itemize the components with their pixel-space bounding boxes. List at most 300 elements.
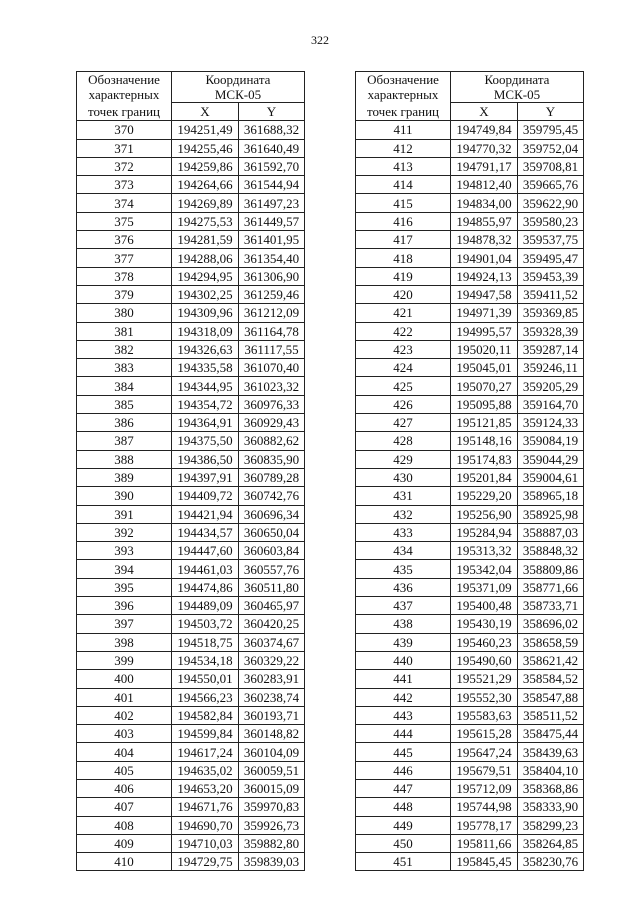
table-row xyxy=(356,487,584,505)
point-number-cell: 442 xyxy=(356,688,451,706)
x-coordinate-cell: 195284,94 xyxy=(451,523,518,541)
x-coordinate-cell: 194566,23 xyxy=(172,688,239,706)
y-coordinate-cell: 360465,97 xyxy=(239,597,305,615)
table-row xyxy=(77,853,305,871)
point-number-cell: 390 xyxy=(77,487,172,505)
table-row xyxy=(77,285,305,303)
table-row xyxy=(356,633,584,651)
x-coordinate-cell: 194834,00 xyxy=(451,194,518,212)
table-row xyxy=(356,432,584,450)
y-coordinate-cell: 358696,02 xyxy=(518,615,584,633)
x-coordinate-cell: 195148,16 xyxy=(451,432,518,450)
table-row xyxy=(356,779,584,797)
point-number-cell: 429 xyxy=(356,450,451,468)
table-row xyxy=(356,267,584,285)
point-number-cell: 450 xyxy=(356,834,451,852)
table-body xyxy=(77,121,305,871)
x-coordinate-cell: 194971,39 xyxy=(451,304,518,322)
point-number-cell: 403 xyxy=(77,725,172,743)
table-row xyxy=(356,725,584,743)
x-coordinate-cell: 195521,29 xyxy=(451,670,518,688)
table-row xyxy=(356,706,584,724)
point-number-cell: 406 xyxy=(77,779,172,797)
y-coordinate-cell: 359328,39 xyxy=(518,322,584,340)
x-coordinate-cell: 194518,75 xyxy=(172,633,239,651)
x-coordinate-cell: 195045,01 xyxy=(451,359,518,377)
x-coordinate-cell: 194812,40 xyxy=(451,176,518,194)
table-row xyxy=(77,450,305,468)
x-coordinate-cell: 194924,13 xyxy=(451,267,518,285)
table-row xyxy=(356,395,584,413)
table-row xyxy=(356,249,584,267)
x-coordinate-cell: 194294,95 xyxy=(172,267,239,285)
x-coordinate-cell: 194251,49 xyxy=(172,121,239,139)
point-number-cell: 376 xyxy=(77,231,172,249)
header-coordinate-line: МСК-05 xyxy=(214,87,262,102)
y-coordinate-cell: 359084,19 xyxy=(518,432,584,450)
y-coordinate-cell: 358439,63 xyxy=(518,743,584,761)
table-row xyxy=(77,779,305,797)
table-row xyxy=(356,377,584,395)
x-coordinate-cell: 195174,83 xyxy=(451,450,518,468)
x-coordinate-cell: 194653,20 xyxy=(172,779,239,797)
x-coordinate-cell: 194326,63 xyxy=(172,340,239,358)
x-coordinate-cell: 194749,84 xyxy=(451,121,518,139)
table-row xyxy=(77,615,305,633)
y-coordinate-cell: 360696,34 xyxy=(239,505,305,523)
table-row xyxy=(77,176,305,194)
table-row xyxy=(356,560,584,578)
x-coordinate-cell: 194461,03 xyxy=(172,560,239,578)
point-number-cell: 443 xyxy=(356,706,451,724)
y-coordinate-cell: 361212,09 xyxy=(239,304,305,322)
table-row xyxy=(77,743,305,761)
y-coordinate-cell: 358404,10 xyxy=(518,761,584,779)
point-number-cell: 407 xyxy=(77,798,172,816)
y-coordinate-cell: 358368,86 xyxy=(518,779,584,797)
y-coordinate-cell: 360238,74 xyxy=(239,688,305,706)
header-coordinate-label xyxy=(451,72,584,103)
y-coordinate-cell: 360882,62 xyxy=(239,432,305,450)
x-coordinate-cell: 194269,89 xyxy=(172,194,239,212)
point-number-cell: 409 xyxy=(77,834,172,852)
x-coordinate-cell: 194397,91 xyxy=(172,468,239,486)
y-coordinate-cell: 361164,78 xyxy=(239,322,305,340)
x-coordinate-cell: 194421,94 xyxy=(172,505,239,523)
point-number-cell: 436 xyxy=(356,578,451,596)
header-y: Y xyxy=(239,103,305,121)
x-coordinate-cell: 195400,48 xyxy=(451,597,518,615)
y-coordinate-cell: 358848,32 xyxy=(518,542,584,560)
y-coordinate-cell: 359752,04 xyxy=(518,139,584,157)
point-number-cell: 415 xyxy=(356,194,451,212)
point-number-cell: 410 xyxy=(77,853,172,871)
point-number-cell: 449 xyxy=(356,816,451,834)
y-coordinate-cell: 360015,09 xyxy=(239,779,305,797)
x-coordinate-cell: 194434,57 xyxy=(172,523,239,541)
table-row xyxy=(77,725,305,743)
y-coordinate-cell: 360148,82 xyxy=(239,725,305,743)
point-number-cell: 434 xyxy=(356,542,451,560)
header-x: X xyxy=(172,103,239,121)
table-row xyxy=(356,743,584,761)
y-coordinate-cell: 358658,59 xyxy=(518,633,584,651)
x-coordinate-cell: 194503,72 xyxy=(172,615,239,633)
y-coordinate-cell: 359622,90 xyxy=(518,194,584,212)
point-number-cell: 447 xyxy=(356,779,451,797)
x-coordinate-cell: 195460,23 xyxy=(451,633,518,651)
table-row xyxy=(356,468,584,486)
point-number-cell: 408 xyxy=(77,816,172,834)
x-coordinate-cell: 195712,09 xyxy=(451,779,518,797)
table-row xyxy=(77,505,305,523)
x-coordinate-cell: 194489,09 xyxy=(172,597,239,615)
y-coordinate-cell: 361354,40 xyxy=(239,249,305,267)
y-coordinate-cell: 358965,18 xyxy=(518,487,584,505)
table-row xyxy=(356,798,584,816)
table-row xyxy=(77,414,305,432)
header-point-line: характерных xyxy=(88,87,160,103)
point-number-cell: 437 xyxy=(356,597,451,615)
point-number-cell: 432 xyxy=(356,505,451,523)
point-number-cell: 446 xyxy=(356,761,451,779)
y-coordinate-cell: 360742,76 xyxy=(239,487,305,505)
y-coordinate-cell: 359004,61 xyxy=(518,468,584,486)
point-number-cell: 385 xyxy=(77,395,172,413)
point-number-cell: 393 xyxy=(77,542,172,560)
point-number-cell: 383 xyxy=(77,359,172,377)
point-number-cell: 398 xyxy=(77,633,172,651)
x-coordinate-cell: 194409,72 xyxy=(172,487,239,505)
header-coordinate-line: МСК-05 xyxy=(493,87,541,102)
y-coordinate-cell: 360329,22 xyxy=(239,651,305,669)
table-row xyxy=(77,340,305,358)
y-coordinate-cell: 361592,70 xyxy=(239,157,305,175)
point-number-cell: 370 xyxy=(77,121,172,139)
y-coordinate-cell: 358230,76 xyxy=(518,853,584,871)
x-coordinate-cell: 194264,66 xyxy=(172,176,239,194)
header-y: Y xyxy=(518,103,584,121)
point-number-cell: 428 xyxy=(356,432,451,450)
point-number-cell: 445 xyxy=(356,743,451,761)
point-number-cell: 397 xyxy=(77,615,172,633)
table-row xyxy=(77,468,305,486)
y-coordinate-cell: 359839,03 xyxy=(239,853,305,871)
x-coordinate-cell: 194901,04 xyxy=(451,249,518,267)
table-row xyxy=(356,688,584,706)
x-coordinate-cell: 194309,96 xyxy=(172,304,239,322)
table-row xyxy=(356,578,584,596)
y-coordinate-cell: 358809,86 xyxy=(518,560,584,578)
x-coordinate-cell: 194635,02 xyxy=(172,761,239,779)
table-row xyxy=(77,157,305,175)
x-coordinate-cell: 195778,17 xyxy=(451,816,518,834)
y-coordinate-cell: 358333,90 xyxy=(518,798,584,816)
x-coordinate-cell: 195020,11 xyxy=(451,340,518,358)
header-point-line: Обозначение xyxy=(367,72,439,88)
table-row xyxy=(77,231,305,249)
table-row xyxy=(356,121,584,139)
table-row xyxy=(77,578,305,596)
x-coordinate-cell: 195121,85 xyxy=(451,414,518,432)
x-coordinate-cell: 194288,06 xyxy=(172,249,239,267)
point-number-cell: 425 xyxy=(356,377,451,395)
header-point-line: Обозначение xyxy=(88,72,160,88)
x-coordinate-cell: 195342,04 xyxy=(451,560,518,578)
table-row xyxy=(356,834,584,852)
point-number-cell: 411 xyxy=(356,121,451,139)
point-number-cell: 435 xyxy=(356,560,451,578)
point-number-cell: 431 xyxy=(356,487,451,505)
point-number-cell: 384 xyxy=(77,377,172,395)
table-row xyxy=(77,139,305,157)
header-point-label xyxy=(356,72,451,103)
y-coordinate-cell: 361640,49 xyxy=(239,139,305,157)
y-coordinate-cell: 359495,47 xyxy=(518,249,584,267)
point-number-cell: 379 xyxy=(77,285,172,303)
x-coordinate-cell: 195256,90 xyxy=(451,505,518,523)
table-row xyxy=(77,798,305,816)
table-row xyxy=(77,359,305,377)
point-number-cell: 444 xyxy=(356,725,451,743)
x-coordinate-cell: 194855,97 xyxy=(451,212,518,230)
point-number-cell: 439 xyxy=(356,633,451,651)
table-row xyxy=(77,377,305,395)
table-row xyxy=(77,542,305,560)
point-number-cell: 414 xyxy=(356,176,451,194)
y-coordinate-cell: 359580,23 xyxy=(518,212,584,230)
y-coordinate-cell: 359287,14 xyxy=(518,340,584,358)
y-coordinate-cell: 359537,75 xyxy=(518,231,584,249)
y-coordinate-cell: 359453,39 xyxy=(518,267,584,285)
table-row xyxy=(356,212,584,230)
x-coordinate-cell: 195095,88 xyxy=(451,395,518,413)
point-number-cell: 430 xyxy=(356,468,451,486)
point-number-cell: 388 xyxy=(77,450,172,468)
header-x: X xyxy=(451,103,518,121)
point-number-cell: 375 xyxy=(77,212,172,230)
y-coordinate-cell: 361544,94 xyxy=(239,176,305,194)
x-coordinate-cell: 194671,76 xyxy=(172,798,239,816)
table-row xyxy=(356,194,584,212)
table-row xyxy=(356,285,584,303)
point-number-cell: 372 xyxy=(77,157,172,175)
point-number-cell: 421 xyxy=(356,304,451,322)
y-coordinate-cell: 360059,51 xyxy=(239,761,305,779)
y-coordinate-cell: 358887,03 xyxy=(518,523,584,541)
table-row xyxy=(77,304,305,322)
point-number-cell: 404 xyxy=(77,743,172,761)
point-number-cell: 400 xyxy=(77,670,172,688)
table-row xyxy=(77,670,305,688)
header-point-label xyxy=(77,72,172,103)
point-number-cell: 416 xyxy=(356,212,451,230)
x-coordinate-cell: 195811,66 xyxy=(451,834,518,852)
x-coordinate-cell: 194275,53 xyxy=(172,212,239,230)
point-number-cell: 405 xyxy=(77,761,172,779)
y-coordinate-cell: 359926,73 xyxy=(239,816,305,834)
point-number-cell: 392 xyxy=(77,523,172,541)
x-coordinate-cell: 195070,27 xyxy=(451,377,518,395)
header-point-line: точек границ xyxy=(77,103,172,121)
y-coordinate-cell: 361688,32 xyxy=(239,121,305,139)
table-row xyxy=(356,670,584,688)
table-row xyxy=(356,615,584,633)
x-coordinate-cell: 194386,50 xyxy=(172,450,239,468)
x-coordinate-cell: 195201,84 xyxy=(451,468,518,486)
x-coordinate-cell: 194690,70 xyxy=(172,816,239,834)
coordinates-table-right xyxy=(355,71,584,871)
x-coordinate-cell: 195430,19 xyxy=(451,615,518,633)
point-number-cell: 373 xyxy=(77,176,172,194)
x-coordinate-cell: 194474,86 xyxy=(172,578,239,596)
table-row xyxy=(77,816,305,834)
point-number-cell: 413 xyxy=(356,157,451,175)
x-coordinate-cell: 195371,09 xyxy=(451,578,518,596)
table-row xyxy=(77,432,305,450)
x-coordinate-cell: 194550,01 xyxy=(172,670,239,688)
table-row xyxy=(356,816,584,834)
x-coordinate-cell: 194318,09 xyxy=(172,322,239,340)
point-number-cell: 438 xyxy=(356,615,451,633)
y-coordinate-cell: 360603,84 xyxy=(239,542,305,560)
y-coordinate-cell: 358475,44 xyxy=(518,725,584,743)
table-row xyxy=(356,231,584,249)
point-number-cell: 433 xyxy=(356,523,451,541)
header-coordinate-line: Координата xyxy=(484,72,550,87)
point-number-cell: 394 xyxy=(77,560,172,578)
x-coordinate-cell: 194255,46 xyxy=(172,139,239,157)
y-coordinate-cell: 359124,33 xyxy=(518,414,584,432)
table-row xyxy=(356,853,584,871)
table-row xyxy=(77,267,305,285)
table-row xyxy=(77,688,305,706)
y-coordinate-cell: 359970,83 xyxy=(239,798,305,816)
point-number-cell: 389 xyxy=(77,468,172,486)
y-coordinate-cell: 360420,25 xyxy=(239,615,305,633)
table-row xyxy=(77,194,305,212)
x-coordinate-cell: 195615,28 xyxy=(451,725,518,743)
x-coordinate-cell: 194364,91 xyxy=(172,414,239,432)
x-coordinate-cell: 194582,84 xyxy=(172,706,239,724)
table-row xyxy=(356,157,584,175)
y-coordinate-cell: 359369,85 xyxy=(518,304,584,322)
table-row xyxy=(356,322,584,340)
point-number-cell: 426 xyxy=(356,395,451,413)
x-coordinate-cell: 195744,98 xyxy=(451,798,518,816)
y-coordinate-cell: 360835,90 xyxy=(239,450,305,468)
x-coordinate-cell: 194259,86 xyxy=(172,157,239,175)
y-coordinate-cell: 360789,28 xyxy=(239,468,305,486)
table-row xyxy=(356,597,584,615)
point-number-cell: 380 xyxy=(77,304,172,322)
y-coordinate-cell: 361117,55 xyxy=(239,340,305,358)
point-number-cell: 382 xyxy=(77,340,172,358)
y-coordinate-cell: 358584,52 xyxy=(518,670,584,688)
table-row xyxy=(77,121,305,139)
x-coordinate-cell: 194447,60 xyxy=(172,542,239,560)
coordinates-table-left xyxy=(76,71,305,871)
y-coordinate-cell: 359665,76 xyxy=(518,176,584,194)
point-number-cell: 419 xyxy=(356,267,451,285)
table-row xyxy=(77,651,305,669)
point-number-cell: 451 xyxy=(356,853,451,871)
y-coordinate-cell: 361306,90 xyxy=(239,267,305,285)
y-coordinate-cell: 361259,46 xyxy=(239,285,305,303)
table-row xyxy=(77,212,305,230)
x-coordinate-cell: 194302,25 xyxy=(172,285,239,303)
y-coordinate-cell: 359882,80 xyxy=(239,834,305,852)
x-coordinate-cell: 195552,30 xyxy=(451,688,518,706)
table-row xyxy=(77,834,305,852)
y-coordinate-cell: 361401,95 xyxy=(239,231,305,249)
point-number-cell: 401 xyxy=(77,688,172,706)
y-coordinate-cell: 360283,91 xyxy=(239,670,305,688)
y-coordinate-cell: 359164,70 xyxy=(518,395,584,413)
page-number: 322 xyxy=(311,33,329,47)
point-number-cell: 387 xyxy=(77,432,172,450)
point-number-cell: 420 xyxy=(356,285,451,303)
table-row xyxy=(356,542,584,560)
point-number-cell: 391 xyxy=(77,505,172,523)
x-coordinate-cell: 194335,58 xyxy=(172,359,239,377)
y-coordinate-cell: 360650,04 xyxy=(239,523,305,541)
y-coordinate-cell: 358621,42 xyxy=(518,651,584,669)
x-coordinate-cell: 194729,75 xyxy=(172,853,239,871)
y-coordinate-cell: 359795,45 xyxy=(518,121,584,139)
point-number-cell: 399 xyxy=(77,651,172,669)
x-coordinate-cell: 194354,72 xyxy=(172,395,239,413)
table-row xyxy=(77,761,305,779)
point-number-cell: 418 xyxy=(356,249,451,267)
table-row xyxy=(356,651,584,669)
y-coordinate-cell: 360976,33 xyxy=(239,395,305,413)
point-number-cell: 377 xyxy=(77,249,172,267)
x-coordinate-cell: 195583,63 xyxy=(451,706,518,724)
y-coordinate-cell: 360929,43 xyxy=(239,414,305,432)
y-coordinate-cell: 361070,40 xyxy=(239,359,305,377)
table-row xyxy=(356,414,584,432)
y-coordinate-cell: 358925,98 xyxy=(518,505,584,523)
x-coordinate-cell: 194878,32 xyxy=(451,231,518,249)
point-number-cell: 412 xyxy=(356,139,451,157)
y-coordinate-cell: 358511,52 xyxy=(518,706,584,724)
table-body xyxy=(356,121,584,871)
x-coordinate-cell: 194281,59 xyxy=(172,231,239,249)
y-coordinate-cell: 359708,81 xyxy=(518,157,584,175)
table-row xyxy=(77,706,305,724)
table-row xyxy=(77,560,305,578)
table-row xyxy=(356,139,584,157)
point-number-cell: 386 xyxy=(77,414,172,432)
x-coordinate-cell: 195229,20 xyxy=(451,487,518,505)
y-coordinate-cell: 361449,57 xyxy=(239,212,305,230)
table-row xyxy=(356,340,584,358)
point-number-cell: 374 xyxy=(77,194,172,212)
point-number-cell: 448 xyxy=(356,798,451,816)
x-coordinate-cell: 194599,84 xyxy=(172,725,239,743)
x-coordinate-cell: 194344,95 xyxy=(172,377,239,395)
y-coordinate-cell: 358771,66 xyxy=(518,578,584,596)
header-point-line: характерных xyxy=(367,87,439,103)
header-point-line: точек границ xyxy=(356,103,451,121)
header-coordinate-label xyxy=(172,72,305,103)
table-row xyxy=(356,450,584,468)
point-number-cell: 371 xyxy=(77,139,172,157)
y-coordinate-cell: 360557,76 xyxy=(239,560,305,578)
y-coordinate-cell: 361023,32 xyxy=(239,377,305,395)
x-coordinate-cell: 194617,24 xyxy=(172,743,239,761)
